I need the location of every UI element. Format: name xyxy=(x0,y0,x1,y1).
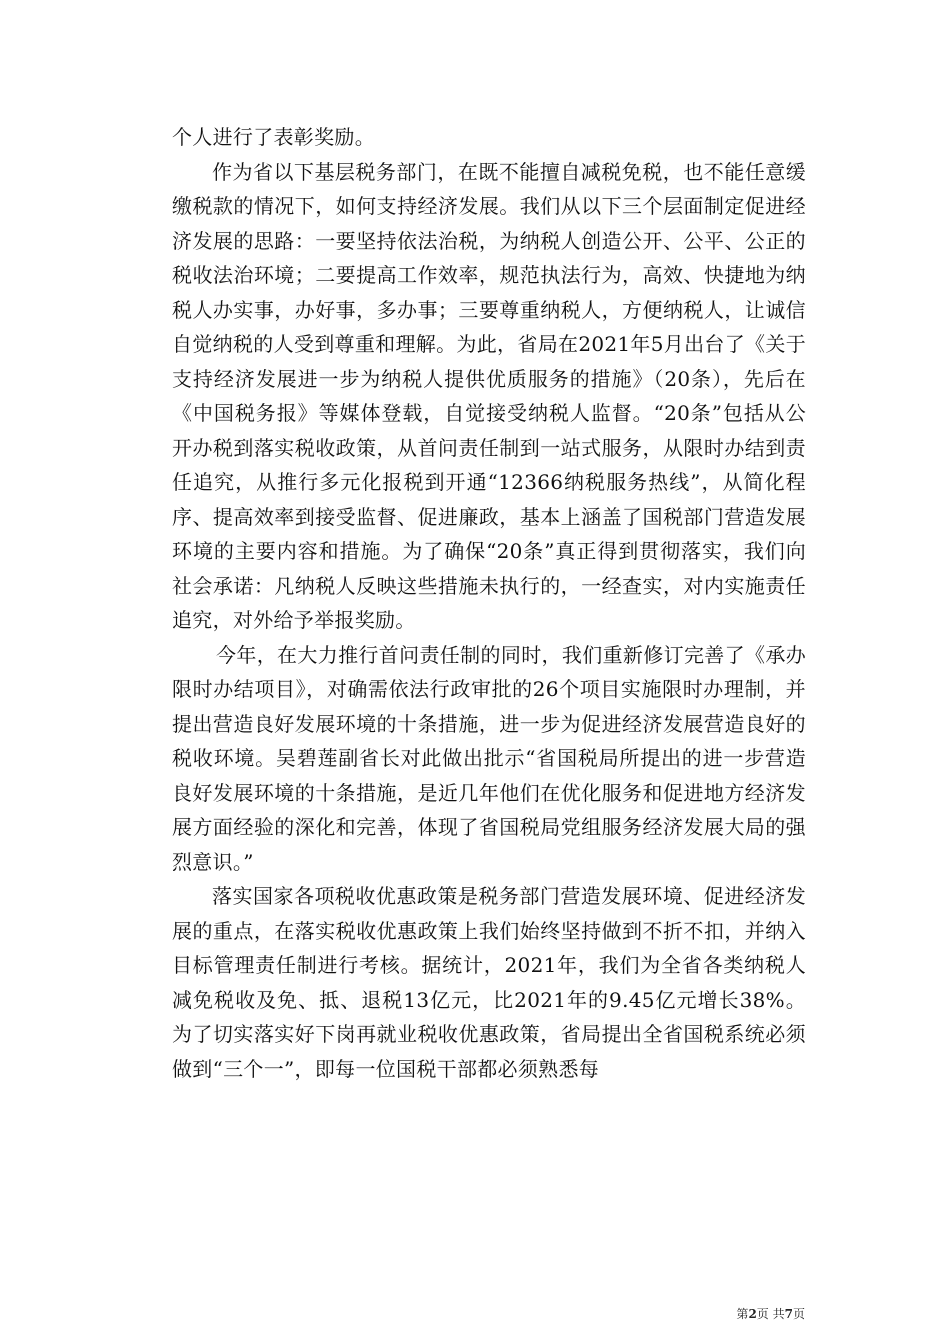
paragraph-development-strategy: 作为省以下基层税务部门，在既不能擅自减税免税，也不能任意缓缴税款的情况下，如何支持经济发展。我们从以下三个层面制定促进经济发展的思路：一要坚持依法治税，为纳税人创造公开、公平、公正的税收法治环境；二要提高工作效率，规范执法行为，高效、快捷地为纳税人办实事，办好事，多办事；三要尊重纳税人，方便纳税人，让诚信自觉纳税的人受到尊重和理解。为此，省局在2021年5月出台了《关于支持经济发展进一步为纳税人提供优质服务的措施》（20条），先后在《中国税务报》等媒体登载，自觉接受纳税人监督。“20条”包括从公开办税到落实税收政策，从首问责任制到一站式服务，从限时办结到责任追究，从推行多元化报税到开通“12366纳税服务热线”，从简化程序、提高效率到接受监督、促进廉政，基本上涵盖了国税部门营造发展环境的主要内容和措施。为了确保“20条”真正得到贯彻落实，我们向社会承诺：凡纳税人反映这些措施未执行的，一经查实，对内实施责任追究，对外给予举报奖励。 xyxy=(172,159,806,632)
paragraph-continuation: 个人进行了表彰奖励。 xyxy=(172,125,375,149)
document-body xyxy=(172,120,806,1086)
paragraph-time-limit-measures: 今年，在大力推行首问责任制的同时，我们重新修订完善了《承办限时办结项目》，对确需依法行政审批的26个项目实施限时办理制，并提出营造良好发展环境的十条措施，进一步为促进经济发展营造良好的税收环境。吴碧莲副省长对此做出批示“省国税局所提出的进一步营造良好发展环境的十条措施，是近几年他们在优化服务和促进地方经济发展方面经验的深化和完善，体现了省国税局党组服务经济发展大局的强烈意识。” xyxy=(172,642,806,874)
paragraph-tax-preferential-policies: 落实国家各项税收优惠政策是税务部门营造发展环境、促进经济发展的重点，在落实税收优惠政策上我们始终坚持做到不折不扣，并纳入目标管理责任制进行考核。据统计，2021年，我们为全省各类纳税人减免税收及免、抵、退税13亿元，比2021年的9.45亿元增长38%。为了切实落实好下岗再就业税收优惠政策，省局提出全省国税系统必须做到“三个一”，即每一位国税干部都必须熟悉每 xyxy=(172,884,806,1081)
footer-prefix: 第 xyxy=(736,1307,749,1321)
footer-suffix: 页 xyxy=(792,1307,805,1321)
current-page-number: 2 xyxy=(748,1307,757,1321)
total-page-number: 7 xyxy=(784,1307,793,1321)
footer-middle: 页 共 xyxy=(756,1307,785,1321)
page-number-footer xyxy=(736,1305,805,1322)
